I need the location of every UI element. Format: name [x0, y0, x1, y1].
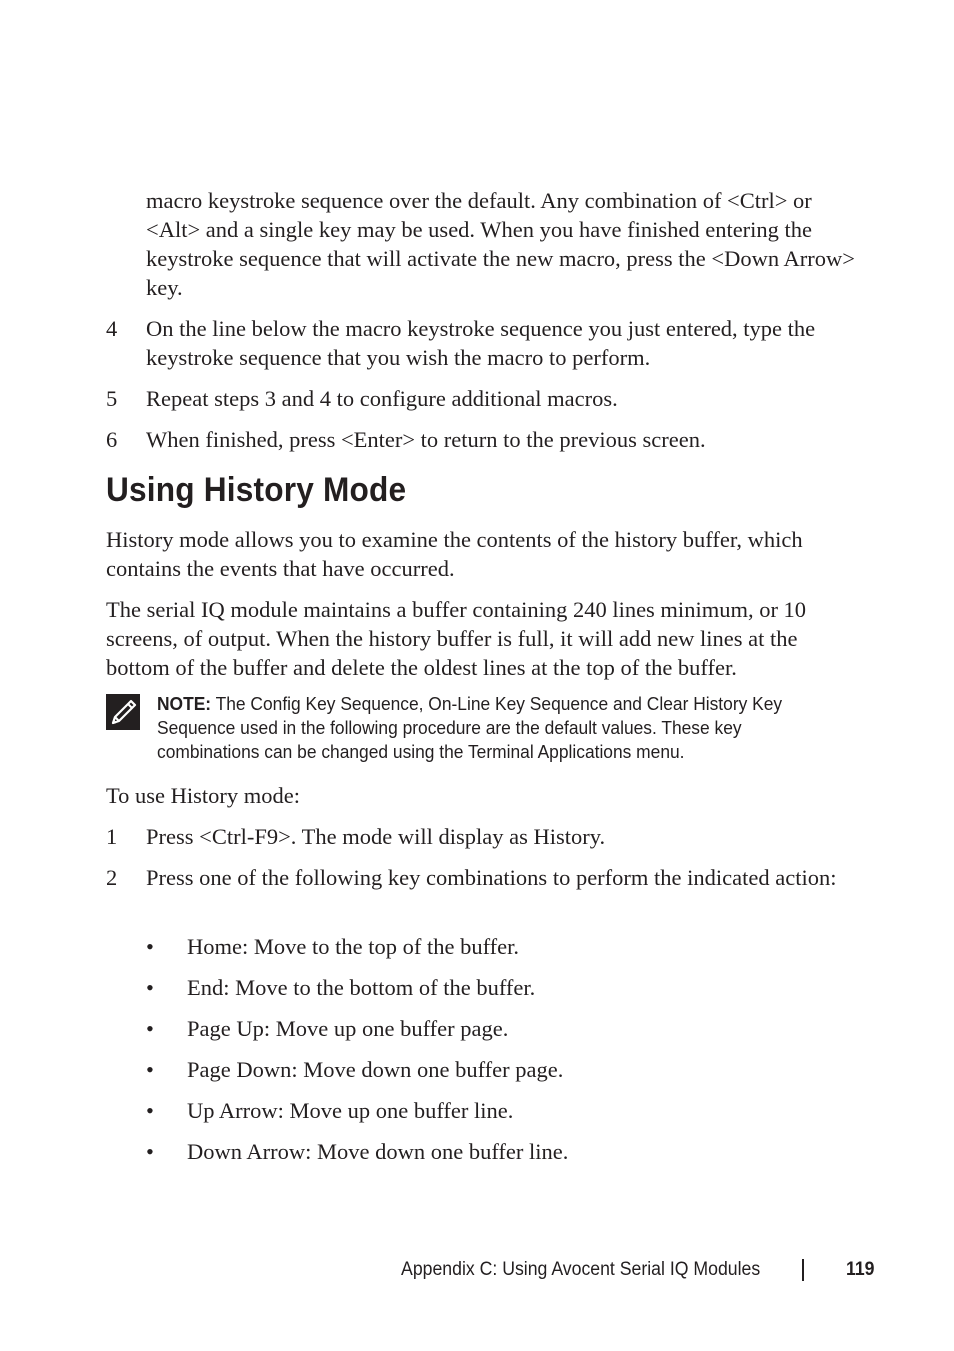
step-text: Press one of the following key combinations to perform the indicated action: [146, 865, 837, 890]
intro-line: To use History mode: [106, 783, 301, 808]
step-number: 1 [106, 824, 118, 849]
step-number: 4 [106, 316, 118, 341]
step-number: 5 [106, 386, 118, 411]
bullet-text: Up Arrow: Move up one buffer line. [187, 1098, 514, 1123]
bullet-text: Down Arrow: Move down one buffer line. [187, 1139, 569, 1164]
step-text: Press <Ctrl-F9>. The mode will display as History. [146, 824, 606, 849]
step-number: 2 [106, 865, 118, 890]
bullet-text: Page Up: Move up one buffer page. [187, 1016, 509, 1041]
bullet-dot: • [146, 1139, 154, 1164]
pencil-note-icon [106, 694, 140, 730]
bullet-text: Home: Move to the top of the buffer. [187, 934, 520, 959]
bullet-text: Page Down: Move down one buffer page. [187, 1057, 564, 1082]
bullet-dot: • [146, 1057, 154, 1082]
continuation-paragraph: macro keystroke sequence over the default. Any combination of <Ctrl> or <Alt> and a single key may be used. When you have finished entering the keystroke sequence that will activate the new macro, press the <Down Arrow> key. [146, 188, 855, 300]
bullet-dot: • [146, 934, 154, 959]
bullet-dot: • [146, 1016, 154, 1041]
bullet-dot: • [146, 1098, 154, 1123]
note-label: NOTE: [157, 693, 212, 714]
note-text [157, 692, 815, 764]
step-number: 6 [106, 427, 118, 452]
note-body: The Config Key Sequence, On-Line Key Sequence and Clear History Key Sequence used in the following procedure are the default values. These key combinations can be changed using the Terminal Applications menu. [157, 693, 783, 762]
footer-chapter-title: Appendix C: Using Avocent Serial IQ Modules [400, 1259, 760, 1280]
bullet-dot: • [146, 975, 154, 1000]
step-text: On the line below the macro keystroke sequence you just entered, type the keystroke sequence that you wish the macro to perform. [146, 316, 816, 370]
footer-page-number: 119 [846, 1259, 875, 1280]
buffer-paragraph: The serial IQ module maintains a buffer containing 240 lines minimum, or 10 screens, of output. When the history buffer is full, it will add new lines at the bottom of the buffer and delete the oldest lines at the top of the buffer. [106, 597, 807, 680]
footer-separator [802, 1259, 804, 1281]
bullet-text: End: Move to the bottom of the buffer. [187, 975, 536, 1000]
section-heading: Using History Mode [106, 471, 407, 509]
history-intro-paragraph: History mode allows you to examine the contents of the history buffer, which contains the events that have occurred. [106, 527, 803, 581]
step-text: Repeat steps 3 and 4 to configure additional macros. [146, 386, 618, 411]
step-text: When finished, press <Enter> to return to the previous screen. [146, 427, 706, 452]
